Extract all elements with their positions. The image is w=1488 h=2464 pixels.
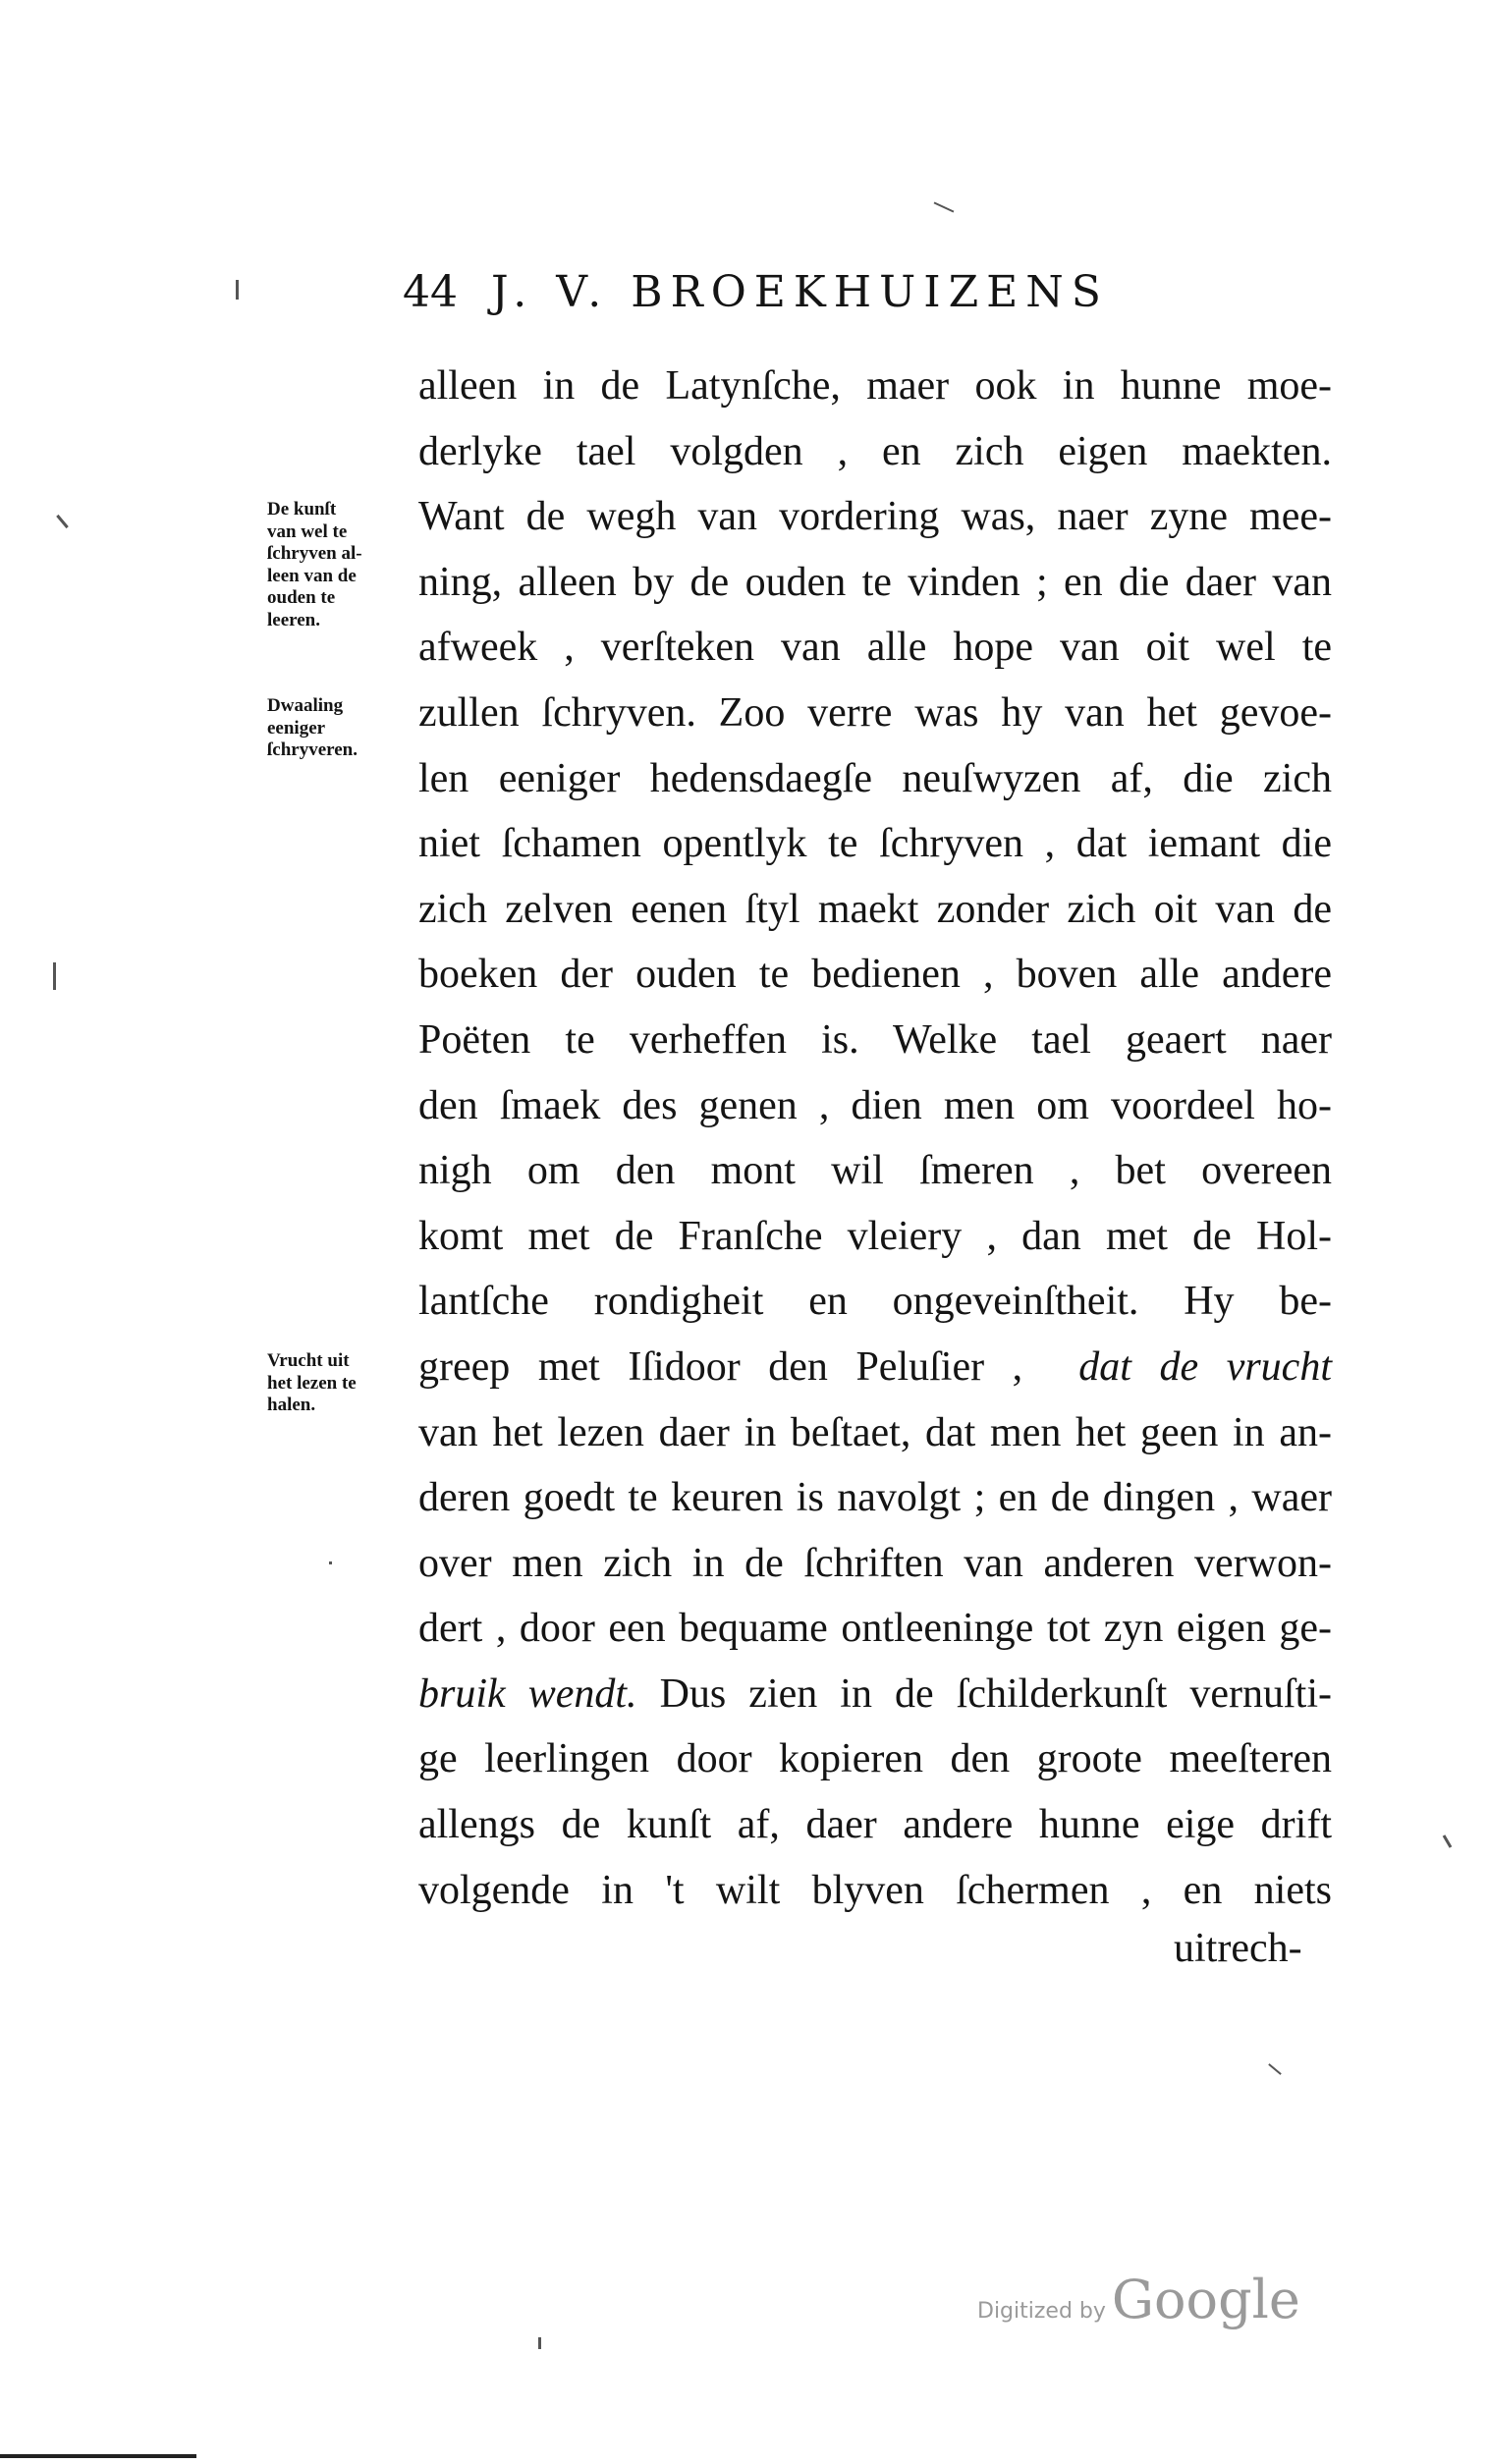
text-line: niet ſchamen opentlyk te ſchryven , dat iemant die — [418, 821, 1332, 867]
scan-edge-rule — [0, 2454, 196, 2458]
text-line: derlyke tael volgden , en zich eigen maekten. — [418, 428, 1332, 474]
margin-note-1: De kunſt van wel te ſchryven al- leen van de ouden te leeren. — [267, 499, 362, 630]
page-number: 44 — [403, 267, 458, 317]
running-title: J. V. BROEKHUIZENS — [491, 267, 1109, 317]
text-line: nigh om den mont wil ſmeren , bet overeen — [418, 1148, 1332, 1194]
text-line: lantſche rondigheit en ongeveinſtheit. Hy be- — [418, 1279, 1332, 1325]
text-line: zullen ſchryven. Zoo verre was hy van het gevoe- — [418, 689, 1332, 736]
google-logo: Google — [1111, 2269, 1300, 2330]
text-line-italic: van het lezen daer in beſtaet, dat men het geen in an- — [418, 1409, 1332, 1455]
text-line-italic: deren goedt te keuren is navolgt ; en de dingen , waer — [418, 1475, 1332, 1521]
text-line: ge leerlingen door kopieren den groote meeſteren — [418, 1736, 1332, 1782]
scan-speck — [934, 201, 955, 212]
text-line-italic: over men zich in de ſchriften van anderen verwon- — [418, 1540, 1332, 1586]
text-line: afweek , verſteken van alle hope van oit wel te — [418, 625, 1332, 671]
text-line: zich zelven eenen ſtyl maekt zonder zich oit van de — [418, 886, 1332, 932]
text-line: bruik wendt. Dus zien in de ſchilderkunſt vernuſti- — [418, 1670, 1332, 1717]
catchword: uitrech- — [1174, 1926, 1302, 1971]
text-line: allengs de kunſt af, daer andere hunne eige drift — [418, 1802, 1332, 1848]
text-line: greep met Iſidoor den Peluſier , dat de vrucht — [418, 1343, 1332, 1390]
text-line: Want de wegh van vordering was, naer zyne mee- — [418, 494, 1332, 540]
scan-speck — [236, 280, 239, 300]
text-line: volgende in 't wilt blyven ſchermen , en niets — [418, 1867, 1332, 1913]
scan-speck — [329, 1561, 332, 1564]
digitized-watermark — [977, 2269, 1300, 2330]
digitized-label: Digitized by — [977, 2299, 1106, 2324]
text-line-italic: dert , door een bequame ontleeninge tot zyn eigen ge- — [418, 1606, 1332, 1652]
text-line: Poëten te verheffen is. Welke tael geaert naer — [418, 1016, 1332, 1063]
scan-speck — [538, 2337, 541, 2349]
page-header — [403, 267, 1326, 317]
text-line: komt met de Franſche vleiery , dan met de Hol- — [418, 1213, 1332, 1259]
scan-speck — [53, 962, 56, 990]
text-line: alleen in de Latynſche, maer ook in hunne moe- — [418, 363, 1332, 409]
margin-note-3: Vrucht uit het lezen te halen. — [267, 1350, 357, 1415]
text-line: den ſmaek des genen , dien men om voordeel ho- — [418, 1082, 1332, 1128]
text-line: len eeniger hedensdaegſe neuſwyzen af, die zich — [418, 755, 1332, 801]
text-line: ning, alleen by de ouden te vinden ; en die daer van — [418, 559, 1332, 605]
italic-quote-end: bruik wendt. — [418, 1670, 637, 1717]
text-line: boeken der ouden te bedienen , boven alle andere — [418, 952, 1332, 998]
body-text — [418, 354, 1332, 1923]
scan-speck — [1268, 2063, 1282, 2075]
scan-speck — [56, 515, 69, 528]
margin-note-2: Dwaaling eeniger ſchryveren. — [267, 695, 358, 760]
scan-speck — [1443, 1834, 1453, 1848]
italic-quote-start: dat de vrucht — [1078, 1343, 1332, 1390]
